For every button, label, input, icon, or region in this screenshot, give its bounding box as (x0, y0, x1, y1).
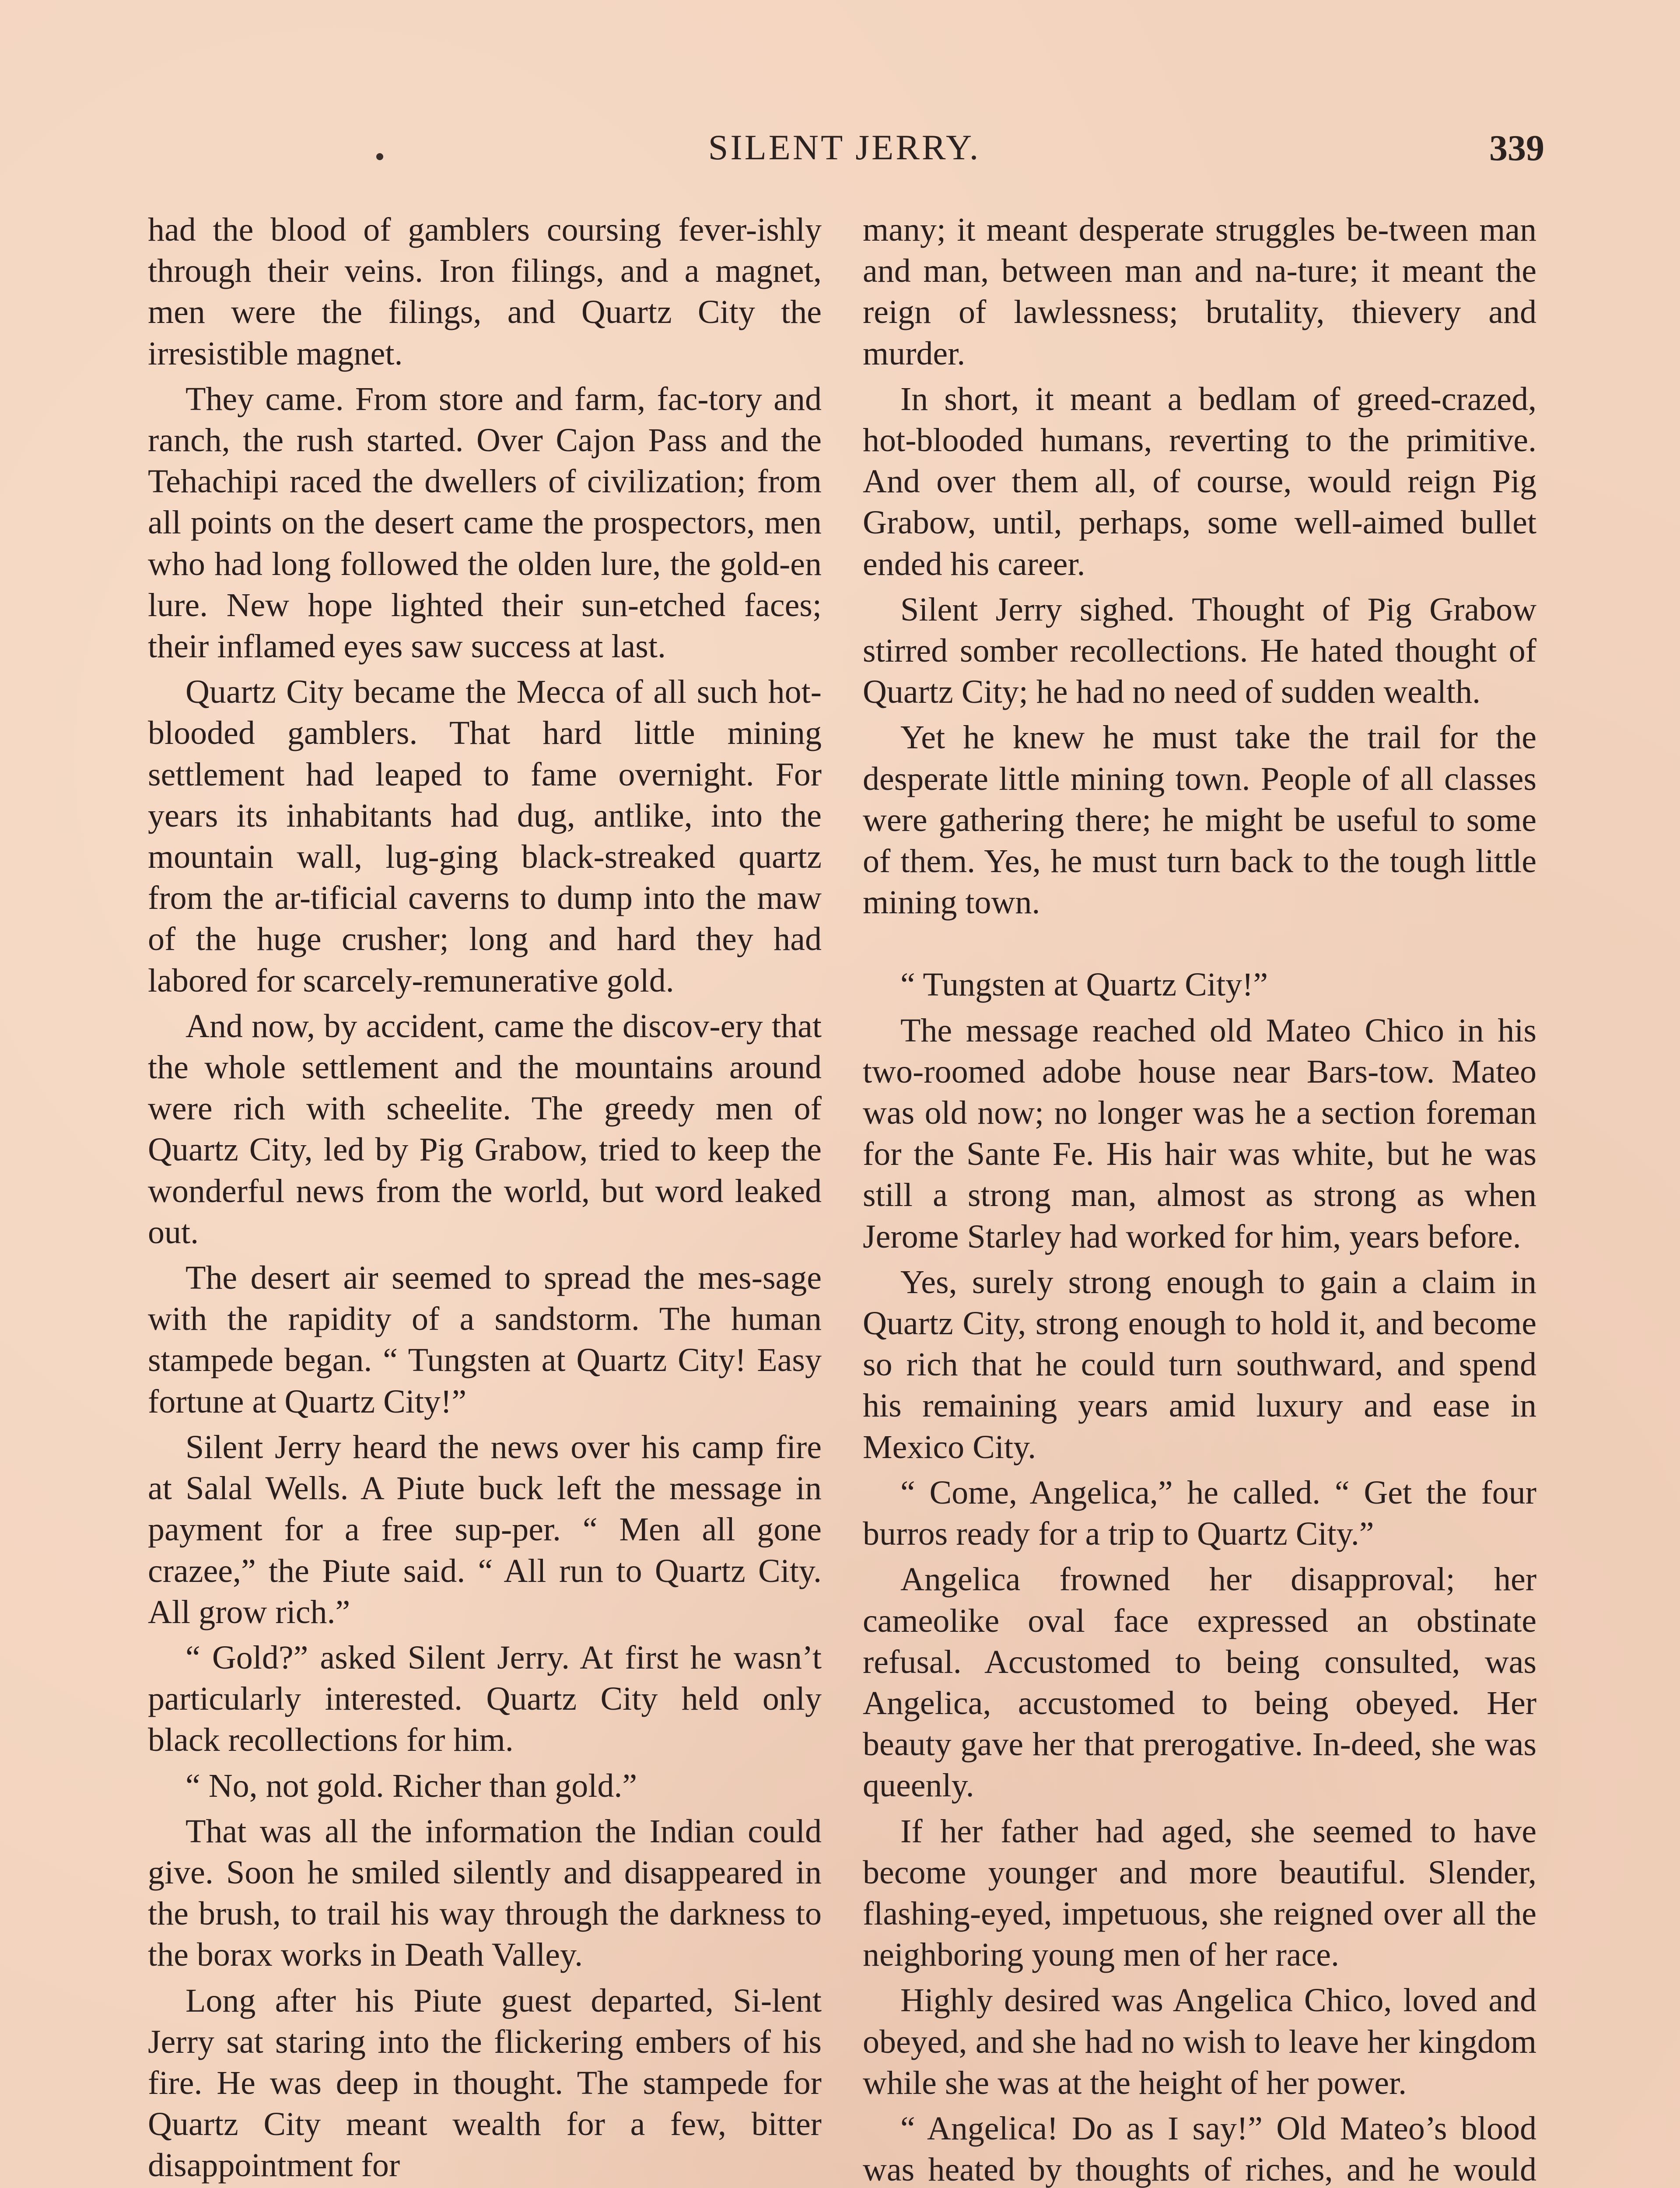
section-break (863, 923, 1536, 964)
paragraph: Angelica frowned her disapproval; her cameolike oval face expressed an obstinate refusal. Accustomed to being consulted, was Angelica, accustomed to being obeyed. Her beauty gave her that prerogative. In-deed, she was queenly. (863, 1561, 1536, 1804)
paragraph: The message reached old Mateo Chico in his two-roomed adobe house near Bars-tow. Mateo was old now; no longer was he a section foreman for the Sante Fe. His hair was white, but he was still a strong man, almost as strong as when Jerome Starley had worked for him, years before. (863, 1012, 1536, 1255)
paragraph: If her father had aged, she seemed to have become younger and more beautiful. Slender, flashing-eyed, impetuous, she reigned over all the neighboring young men of her race. (863, 1813, 1536, 1974)
paragraph: had the blood of gamblers coursing fever-ishly through their veins. Iron filings, and a magnet, men were the filings, and Quartz City the irresistible magnet. (148, 211, 822, 372)
paragraph: The desert air seemed to spread the mes-sage with the rapidity of a sandstorm. The human stampede began. “ Tungsten at Quartz City! Easy fortune at Quartz City!” (148, 1259, 822, 1420)
paragraph: many; it meant desperate struggles be-tween man and man, between man and na-ture; it meant the reign of lawlessness; brutality, thievery and murder. (863, 211, 1536, 372)
paragraph: Yes, surely strong enough to gain a claim in Quartz City, strong enough to hold it, and become so rich that he could turn southward, and spend his remaining years amid luxury and ease in Mexico City. (863, 1263, 1536, 1466)
paragraph: Quartz City became the Mecca of all such hot-blooded gamblers. That hard little mining settlement had leaped to fame overnight. For years its inhabitants had dug, antlike, into the mountain wall, lug-ging black-streaked quartz from the ar-tificial caverns to dump into the maw of the huge crusher; long and hard they had labored for scarcely-remunerative gold. (148, 673, 822, 999)
paragraph: “ Angelica! Do as I say!” Old Mateo’s blood was heated by thoughts of riches, and he would (863, 2110, 1536, 2188)
paragraph: And now, by accident, came the discov-ery that the whole settlement and the mountains around were rich with scheelite. The greedy men of Quartz City, led by Pig Grabow, tried to keep the wonderful news from the world, but word leaked out. (148, 1007, 822, 1251)
paragraph: Yet he knew he must take the trail for the desperate little mining town. People of all classes were gathering there; he might be useful to some of them. Yes, he must turn back to the tough little mining town. (863, 719, 1536, 921)
paragraph: That was all the information the Indian could give. Soon he smiled silently and disappeared in the brush, to trail his way through the darkness to the borax works in Death Valley. (148, 1813, 822, 1974)
running-title: SILENT JERRY. (708, 127, 981, 167)
paragraph: “ Come, Angelica,” he called. “ Get the four burros ready for a trip to Quartz City.” (863, 1474, 1536, 1553)
paragraph: Long after his Piute guest departed, Si-lent Jerry sat staring into the flickering embers of his fire. He was deep in thought. The stampede for Quartz City meant wealth for a few, bitter disappointment for (148, 1982, 822, 2184)
right-column (863, 209, 1536, 2188)
paragraph: “ Gold?” asked Silent Jerry. At first he wasn’t particularly interested. Quartz City held only black recollections for him. (148, 1639, 822, 1759)
paragraph: They came. From store and farm, fac-tory and ranch, the rush started. Over Cajon Pass and the Tehachipi raced the dwellers of civilization; from all points on the desert came the prospectors, men who had long followed the olden lure, the gold-en lure. New hope lighted their sun-etched faces; their inflamed eyes saw success at last. (148, 380, 822, 665)
left-column (148, 209, 822, 2186)
paragraph: Highly desired was Angelica Chico, loved and obeyed, and she had no wish to leave her kingdom while she was at the height of her power. (863, 1982, 1536, 2101)
section-opening-line: “ Tungsten at Quartz City!” (900, 966, 1268, 1003)
paragraph: In short, it meant a bedlam of greed-crazed, hot-blooded humans, reverting to the primitive. And over them all, of course, would reign Pig Grabow, until, perhaps, some well-aimed bullet ended his career. (863, 380, 1536, 582)
paragraph: Silent Jerry sighed. Thought of Pig Grabow stirred somber recollections. He hated thought of Quartz City; he had no need of sudden wealth. (863, 591, 1536, 711)
paragraph: Silent Jerry heard the news over his camp fire at Salal Wells. A Piute buck left the message in payment for a free sup-per. “ Men all gone crazee,” the Piute said. “ All run to Quartz City. All grow rich.” (148, 1428, 822, 1630)
page-header (144, 127, 1544, 193)
paragraph: “ No, not gold. Richer than gold.” (186, 1767, 637, 1804)
page-number: 339 (1489, 128, 1544, 168)
